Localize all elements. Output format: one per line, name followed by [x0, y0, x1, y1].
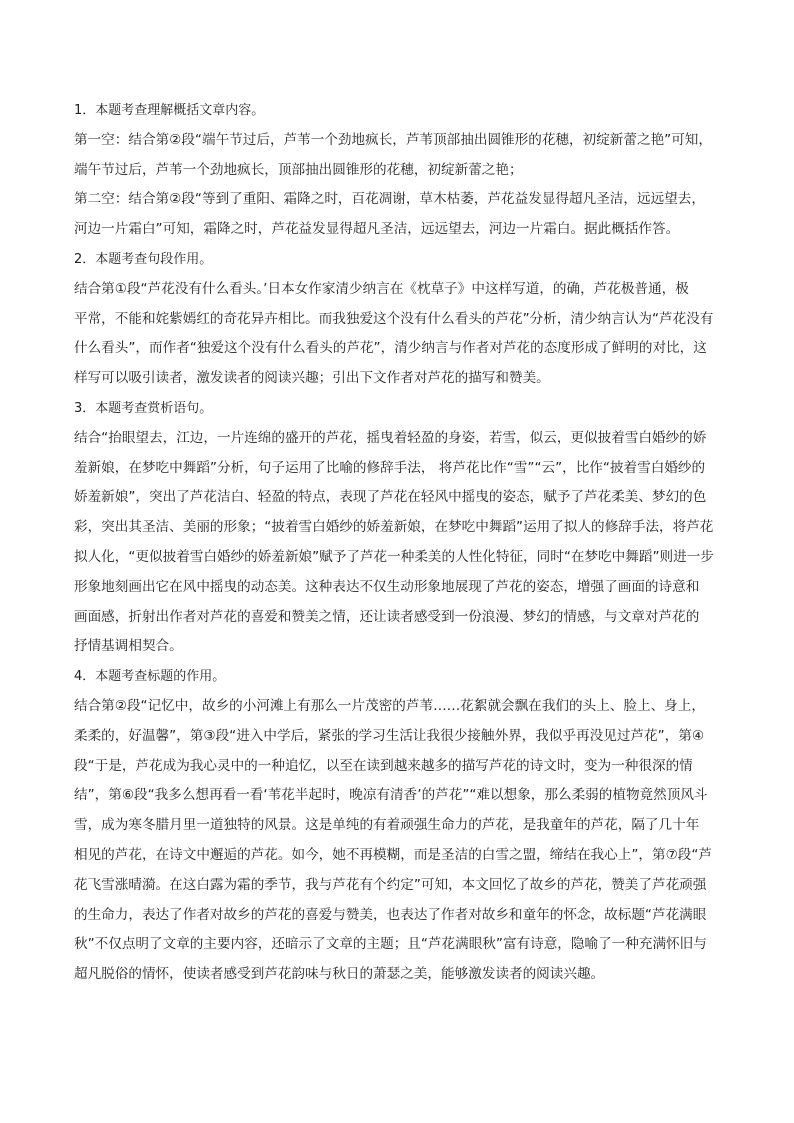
text-line: 段“于是，芦花成为我心灵中的一种追忆，以至在读到越来越多的描写芦花的诗文时，变为一种很深的情	[74, 757, 693, 774]
text-line: 平常，不能和姹紫嫣红的奇花异卉相比。而我独爱这个没有什么看头的芦花”分析，清少纳言认为“芦花没有	[74, 310, 714, 327]
text-line: 彩，突出其圣洁、美丽的形象；“披着雪白婚纱的娇羞新娘，在梦吃中舞蹈”运用了拟人的修辞手法，将芦花	[74, 519, 714, 536]
text-line: 雪，成为寒冬腊月里一道独特的风景。这是单纯的有着顽强生命力的芦花，是我童年的芦花，隔了几十年	[74, 817, 700, 834]
question-1-heading: 1．本题考查理解概括文章内容。	[74, 103, 265, 118]
text-line: 形象地刻画出它在风中摇曳的动态美。这种表达不仅生动形象地展现了芦花的姿态，增强了画面的诗意和	[74, 578, 700, 595]
text-line: 结合第②段“记忆中，故乡的小河滩上有那么一片茂密的芦苇……花絮就会飘在我们的头上、脸上、身上，	[74, 697, 705, 714]
text-line: 结”，第⑥段“我多么想再看一看‘苇花半起时，晚凉有清香’的芦花”“难以想象，那么柔弱的植物竟然顶风斗	[74, 787, 708, 804]
text-line: 结合第①段“芦花没有什么看头。’日本女作家清少纳言在《枕草子》中这样写道，的确，芦花极普通，极	[74, 280, 689, 297]
text-line: 画面感，折射出作者对芦花的喜爱和赞美之情，还让读者感受到一份浪漫、梦幻的情感，与文章对芦花的	[74, 608, 700, 625]
text-line: 河边一片霜白”可知，霜降之时，芦花益发显得超凡圣洁，远远望去，河边一片霜白。据此概括作答。	[74, 221, 680, 238]
text-line: 柔柔的，好温馨”，第③段“进入中学后，紧张的学习生活让我很少接触外界，我似乎再没见过芦花”，第④	[74, 727, 705, 744]
text-line: 超凡脱俗的情怀，使读者感受到芦花韵味与秋日的萧瑟之美，能够激发读者的阅读兴趣。	[74, 966, 605, 983]
text-line: 娇羞新娘”，突出了芦花洁白、轻盈的特点，表现了芦花在轻风中摇曳的姿态，赋予了芦花柔美、梦幻的色	[74, 489, 707, 506]
answer-analysis-text	[74, 96, 724, 990]
text-line: 花飞雪涨晴漪。在这白露为霜的季节，我与芦花有个约定”可知，本文回忆了故乡的芦花，赞美了芦花顽强	[74, 876, 707, 893]
question-4-heading: 4．本题考查标题的作用。	[74, 669, 226, 685]
text-line: 相见的芦花，在诗文中邂逅的芦花。如今，她不再模糊，而是圣洁的白雪之盟，缔结在我心上”，第⑦段“芦	[74, 846, 712, 863]
text-line: 什么看头”，而作者“独爱这个没有什么看头的芦花”，清少纳言与作者对芦花的态度形成了鲜明的对比，这	[74, 340, 707, 357]
text-line: 拟人化，“更似披着雪白婚纱的娇羞新娘”赋予了芦花一种柔美的人性化特征，同时“在梦吃中舞蹈”则进一步	[74, 548, 714, 565]
text-line: 抒情基调相契合。	[74, 638, 183, 655]
text-line: 的生命力，表达了作者对故乡的芦花的喜爱与赞美，也表达了作者对故乡和童年的怀念，故标题“芦花满眼	[74, 906, 707, 923]
text-line: 秋”不仅点明了文章的主要内容，还暗示了文章的主题；且“芦花满眼秋”富有诗意，隐喻了一种充满怀旧与	[74, 936, 707, 953]
text-line: 样写可以吸引读者，激发读者的阅读兴趣；引出下文作者对芦花的描写和赞美。	[74, 370, 550, 387]
text-line: 端午节过后，芦苇一个劲地疯长，顶部抽出圆锥形的花穗，初绽新蕾之艳；	[74, 161, 523, 178]
text-line: 第二空：结合第②段“等到了重阳、霜降之时，百花凋谢，草木枯萎，芦花益发显得超凡圣洁，远远望去，	[74, 191, 705, 208]
text-line: 结合“抬眼望去，江边，一片连绵的盛开的芦花，摇曳着轻盈的身姿，若雪，似云，更似披着雪白婚纱的娇	[74, 429, 707, 446]
text-line: 第一空：结合第②段“端午节过后，芦苇一个劲地疯长，芦苇顶部抽出圆锥形的花穗，初绽新蕾之艳”可知，	[74, 131, 712, 148]
question-2-heading: 2．本题考查句段作用。	[74, 251, 213, 267]
question-3-heading: 3．本题考查赏析语句。	[74, 400, 213, 416]
text-line: 羞新娘，在梦吃中舞蹈”分析，句子运用了比喻的修辞手法， 将芦花比作“雪”“云”，比作“披着雪白婚纱的	[74, 459, 706, 476]
